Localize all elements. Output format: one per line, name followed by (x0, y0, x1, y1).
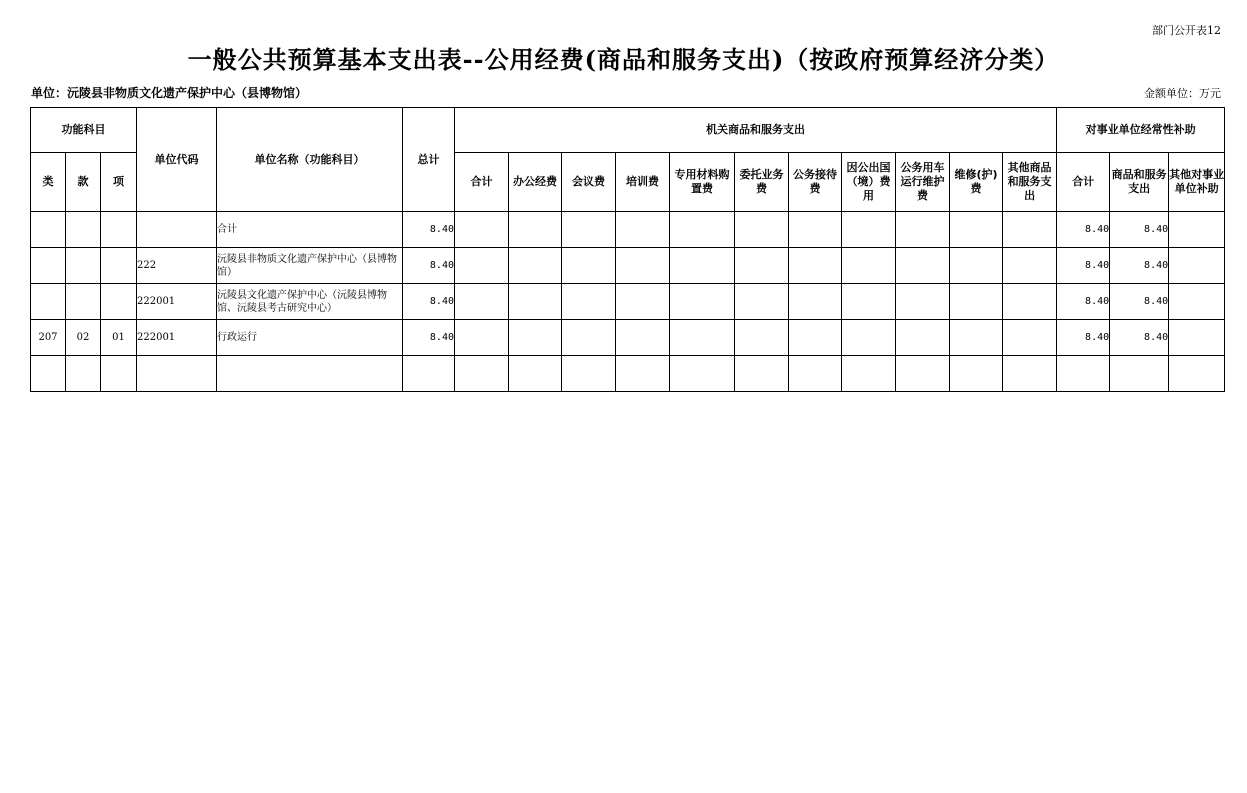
cell-other-goods (1003, 284, 1057, 320)
cell-materials (670, 212, 735, 248)
cell-total: 8.40 (403, 212, 455, 248)
header-shiye-group: 对事业单位经常性补助 (1057, 108, 1225, 153)
cell-meeting (562, 212, 616, 248)
page-title: 一般公共预算基本支出表--公用经费(商品和服务支出)（按政府预算经济分类） (187, 45, 1060, 74)
cell-sy-goods: 8.40 (1110, 248, 1169, 284)
cell-reception (789, 284, 842, 320)
cell-sy-subtotal: 8.40 (1057, 212, 1110, 248)
cell-xiang (101, 356, 137, 392)
cell-xiang: 01 (101, 320, 137, 356)
table-row (31, 284, 1225, 320)
header-sy-subtotal: 合计 (1057, 153, 1110, 212)
budget-table (30, 107, 1225, 392)
cell-sy-subtotal: 8.40 (1057, 320, 1110, 356)
cell-materials (670, 284, 735, 320)
cell-repair (950, 320, 1003, 356)
cell-total: 8.40 (403, 284, 455, 320)
header-reception: 公务接待费 (789, 153, 842, 212)
header-training: 培训费 (616, 153, 670, 212)
header-jiguan-group: 机关商品和服务支出 (455, 108, 1057, 153)
cell-vehicle (896, 212, 950, 248)
cell-other-goods (1003, 248, 1057, 284)
cell-reception (789, 212, 842, 248)
cell-jg-subtotal (455, 356, 509, 392)
header-jg-subtotal: 合计 (455, 153, 509, 212)
cell-name (217, 356, 403, 392)
cell-jg-subtotal (455, 212, 509, 248)
cell-meeting (562, 248, 616, 284)
header-sy-other: 其他对事业单位补助 (1169, 153, 1225, 212)
cell-entrusted (735, 320, 789, 356)
cell-training (616, 248, 670, 284)
cell-xiang (101, 284, 137, 320)
cell-vehicle (896, 248, 950, 284)
cell-entrusted (735, 248, 789, 284)
cell-sy-other (1169, 284, 1225, 320)
cell-kuan: 02 (66, 320, 101, 356)
cell-name: 沅陵县文化遗产保护中心（沅陵县博物馆、沅陵县考古研究中心） (217, 284, 403, 320)
header-other-goods: 其他商品和服务支出 (1003, 153, 1057, 212)
cell-meeting (562, 284, 616, 320)
cell-code (137, 356, 217, 392)
cell-entrusted (735, 212, 789, 248)
cell-lei (31, 284, 66, 320)
header-abroad: 因公出国（境）费用 (842, 153, 896, 212)
cell-sy-other (1169, 320, 1225, 356)
cell-sy-goods: 8.40 (1110, 320, 1169, 356)
cell-sy-goods (1110, 356, 1169, 392)
cell-materials (670, 356, 735, 392)
cell-code: 222 (137, 248, 217, 284)
cell-office (509, 320, 562, 356)
cell-lei: 207 (31, 320, 66, 356)
header-repair: 维修(护)费 (950, 153, 1003, 212)
header-lei: 类 (31, 153, 66, 212)
table-row (31, 320, 1225, 356)
cell-materials (670, 320, 735, 356)
cell-meeting (562, 356, 616, 392)
cell-sy-subtotal: 8.40 (1057, 284, 1110, 320)
header-kuan: 款 (66, 153, 101, 212)
form-number: 部门公开表12 (1152, 24, 1221, 37)
cell-training (616, 320, 670, 356)
cell-jg-subtotal (455, 248, 509, 284)
cell-vehicle (896, 320, 950, 356)
cell-reception (789, 248, 842, 284)
cell-sy-other (1169, 212, 1225, 248)
header-meeting: 会议费 (562, 153, 616, 212)
cell-training (616, 284, 670, 320)
cell-kuan (66, 212, 101, 248)
cell-sy-other (1169, 356, 1225, 392)
cell-materials (670, 248, 735, 284)
cell-sy-goods: 8.40 (1110, 284, 1169, 320)
cell-sy-goods: 8.40 (1110, 212, 1169, 248)
amount-unit-label: 金额单位：万元 (1144, 87, 1221, 100)
header-unit-name: 单位名称（功能科目） (217, 108, 403, 212)
cell-kuan (66, 248, 101, 284)
cell-abroad (842, 248, 896, 284)
header-total: 总计 (403, 108, 455, 212)
cell-name: 行政运行 (217, 320, 403, 356)
cell-total (403, 356, 455, 392)
cell-kuan (66, 284, 101, 320)
cell-repair (950, 212, 1003, 248)
cell-training (616, 356, 670, 392)
header-xiang: 项 (101, 153, 137, 212)
table-row (31, 212, 1225, 248)
cell-abroad (842, 284, 896, 320)
cell-total: 8.40 (403, 248, 455, 284)
cell-vehicle (896, 356, 950, 392)
cell-meeting (562, 320, 616, 356)
cell-other-goods (1003, 356, 1057, 392)
header-vehicle: 公务用车运行维护费 (896, 153, 950, 212)
cell-sy-other (1169, 248, 1225, 284)
cell-office (509, 356, 562, 392)
cell-total: 8.40 (403, 320, 455, 356)
cell-sy-subtotal: 8.40 (1057, 248, 1110, 284)
header-office: 办公经费 (509, 153, 562, 212)
cell-jg-subtotal (455, 284, 509, 320)
cell-other-goods (1003, 320, 1057, 356)
cell-abroad (842, 320, 896, 356)
header-materials: 专用材料购置费 (670, 153, 735, 212)
header-entrusted: 委托业务费 (735, 153, 789, 212)
table-row (31, 356, 1225, 392)
cell-name: 合计 (217, 212, 403, 248)
cell-reception (789, 356, 842, 392)
cell-code: 222001 (137, 284, 217, 320)
header-func-subject: 功能科目 (31, 108, 137, 153)
header-unit-code: 单位代码 (137, 108, 217, 212)
cell-office (509, 212, 562, 248)
cell-repair (950, 356, 1003, 392)
cell-vehicle (896, 284, 950, 320)
cell-abroad (842, 212, 896, 248)
cell-other-goods (1003, 212, 1057, 248)
cell-entrusted (735, 356, 789, 392)
cell-xiang (101, 212, 137, 248)
cell-name: 沅陵县非物质文化遗产保护中心（县博物馆） (217, 248, 403, 284)
cell-code (137, 212, 217, 248)
cell-xiang (101, 248, 137, 284)
cell-office (509, 284, 562, 320)
cell-training (616, 212, 670, 248)
cell-entrusted (735, 284, 789, 320)
cell-code: 222001 (137, 320, 217, 356)
cell-sy-subtotal (1057, 356, 1110, 392)
header-sy-goods: 商品和服务支出 (1110, 153, 1169, 212)
cell-repair (950, 248, 1003, 284)
cell-jg-subtotal (455, 320, 509, 356)
cell-office (509, 248, 562, 284)
cell-lei (31, 248, 66, 284)
cell-kuan (66, 356, 101, 392)
cell-abroad (842, 356, 896, 392)
cell-repair (950, 284, 1003, 320)
cell-lei (31, 356, 66, 392)
table-row (31, 248, 1225, 284)
unit-label: 单位：沅陵县非物质文化遗产保护中心（县博物馆） (31, 86, 308, 100)
cell-reception (789, 320, 842, 356)
cell-lei (31, 212, 66, 248)
